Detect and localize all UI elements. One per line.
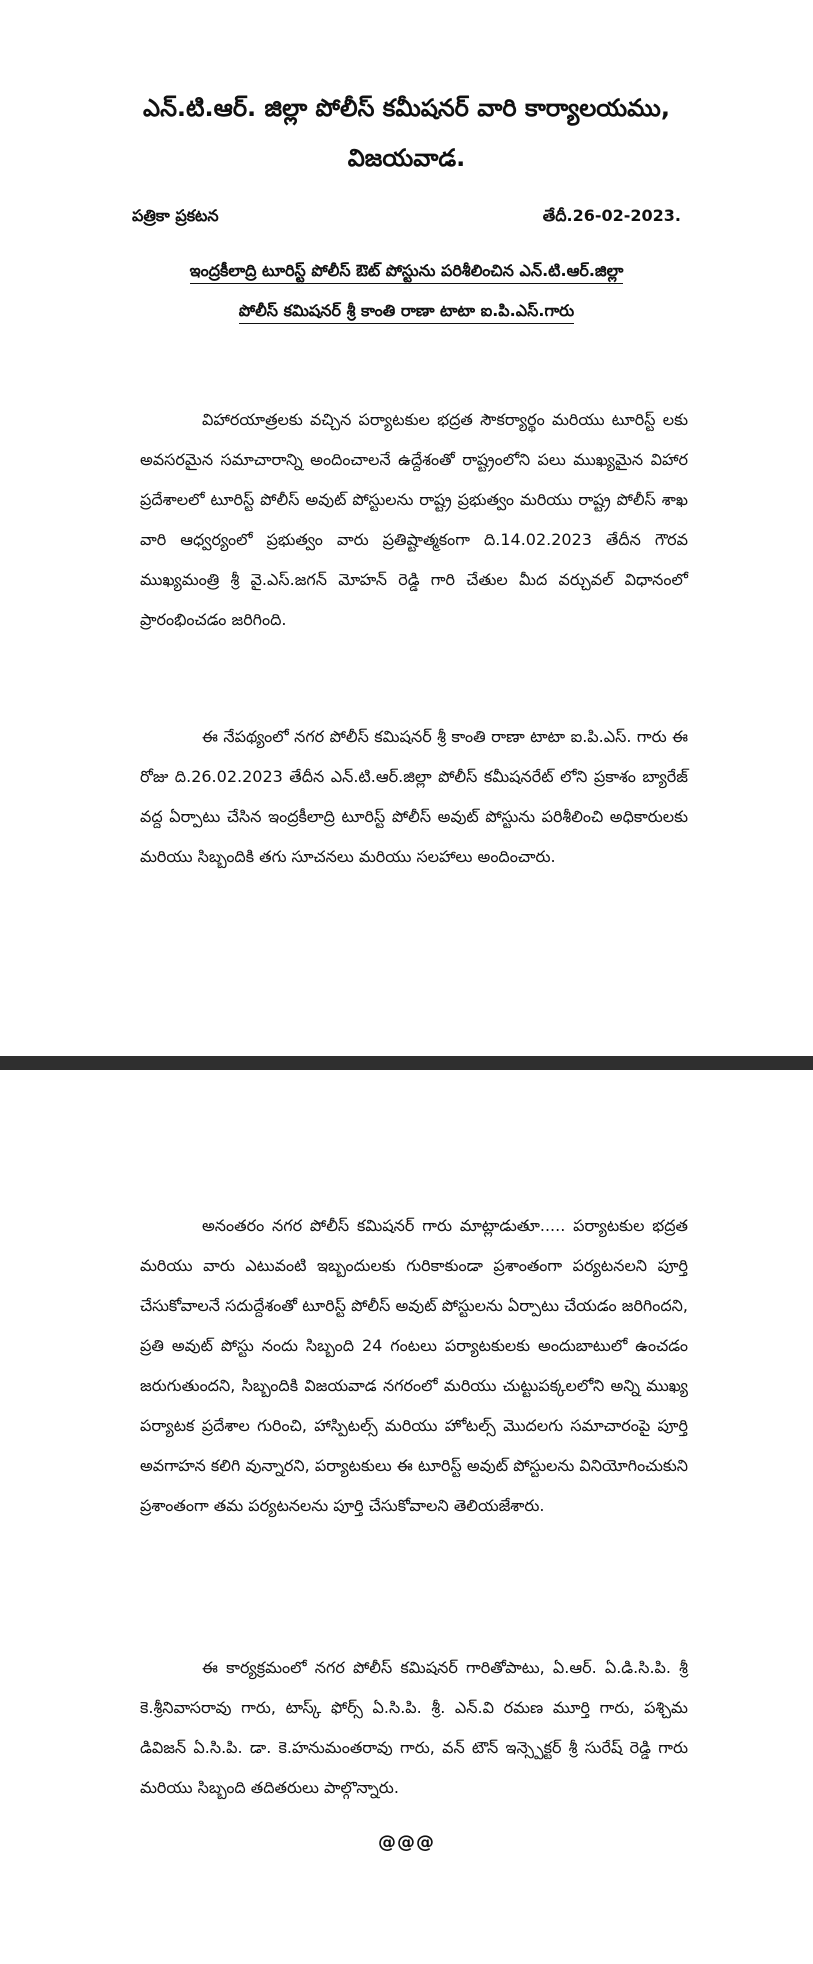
city-title: విజయవాడ.: [347, 144, 466, 172]
document-page-2: [0, 1070, 813, 1964]
paragraph-1: విహారయాత్రలకు వచ్చిన పర్యాటకుల భద్రత సౌకర్యార్థం మరియు టూరిస్ట్ లకు అవసరమైన సమాచారాన్ని అందించాలనే ఉద్దేశంతో రాష్ట్రంలోని పలు ముఖ్యమైన విహార ప్రదేశాలలో టూరిస్ట్ పోలీస్ అవుట్ పోస్టులను రాష్ట్ర ప్రభుత్వం మరియు రాష్ట్ర పోలీస్ శాఖ వారి ఆధ్వర్యంలో ప్రభుత్వం వారు ప్రతిష్టాత్మకంగా ది.14.02.2023 తేదీన గౌరవ ముఖ్యమంత్రి శ్రీ వై.ఎస్.జగన్ మోహన్ రెడ్డి గారి చేతుల మీద వర్చువల్ విధానంలో ప్రారంభించడం జరిగింది.: [140, 410, 688, 629]
paragraph-3: అనంతరం నగర పోలీస్ కమిషనర్ గారు మాట్లాడుతూ..... పర్యాటకుల భద్రత మరియు వారు ఎటువంటి ఇబ్బందులకు గురికాకుండా ప్రశాంతంగా పర్యటనలని పూర్తి చేసుకోవాలనే సదుద్దేశంతో టూరిస్ట్ పోలీస్ అవుట్ పోస్టులను ఏర్పాటు చేయడం జరిగిందని, ప్రతి అవుట్ పోస్టు నందు సిబ్బంది 24 గంటలు పర్యాటకులకు అందుబాటులో ఉంచడం జరుగుతుందని, సిబ్బందికి విజయవాడ నగరంలో మరియు చుట్టుపక్కలలోని అన్ని ముఖ్య పర్యాటక ప్రదేశాల గురించి, హాస్పిటల్స్ మరియు హోటల్స్ మొదలగు సమాచారంపై పూర్తి అవగాహన కలిగి వున్నారని, పర్యాటకులు ఈ టూరిస్ట్ అవుట్ పోస్టులను వినియోగించుకుని ప్రశాంతంగా తమ పర్యటనలను పూర్తి చేసుకోవాలని తెలియజేశారు.: [140, 1216, 688, 1515]
closing-mark: @@@: [378, 1832, 435, 1853]
press-release-label: పత్రికా ప్రకటన: [132, 206, 219, 225]
subject-line-1: ఇంద్రకీలాద్రి టూరిస్ట్ పోలీస్ ఔట్ పోస్టును పరిశీలించిన ఎన్.టి.ఆర్.జిల్లా: [0, 260, 813, 282]
page-separator: [0, 1056, 813, 1070]
subject-line-2: పోలీస్ కమిషనర్ శ్రీ కాంతి రాణా టాటా ఐ.పి.ఎస్.గారు: [0, 300, 813, 322]
paragraph-2: ఈ నేపథ్యంలో నగర పోలీస్ కమిషనర్ శ్రీ కాంతి రాణా టాటా ఐ.పి.ఎస్. గారు ఈ రోజు ది.26.02.2023 తేదీన ఎన్.టి.ఆర్.జిల్లా పోలీస్ కమీషనరేట్ లోని ప్రకాశం బ్యారేజ్ వద్ద ఏర్పాటు చేసిన ఇంద్రకీలాద్రి టూరిస్ట్ పోలీస్ అవుట్ పోస్టును పరిశీలించి అధికారులకు మరియు సిబ్బందికి తగు సూచనలు మరియు సలహాలు అందించారు.: [140, 727, 688, 866]
release-date: తేదీ.26-02-2023.: [542, 206, 681, 225]
office-title: ఎన్.టి.ఆర్. జిల్లా పోలీస్ కమీషనర్ వారి కార్యాలయము,: [143, 94, 670, 122]
paragraph-4: ఈ కార్యక్రమంలో నగర పోలీస్ కమిషనర్ గారితోపాటు, ఏ.ఆర్. ఏ.డి.సి.పి. శ్రీ కె.శ్రీనివాసరావు గారు, టాస్క్ ఫోర్స్ ఏ.సి.పి. శ్రీ. ఎన్.వి రమణ మూర్తి గారు, పశ్చిమ డివిజన్ ఏ.సి.పి. డా. కె.హనుమంతరావు గారు, వన్ టౌన్ ఇన్స్పెక్టర్ శ్రీ సురేష్ రెడ్డి గారు మరియు సిబ్బంది తదితరులు పాల్గొన్నారు.: [140, 1658, 688, 1797]
